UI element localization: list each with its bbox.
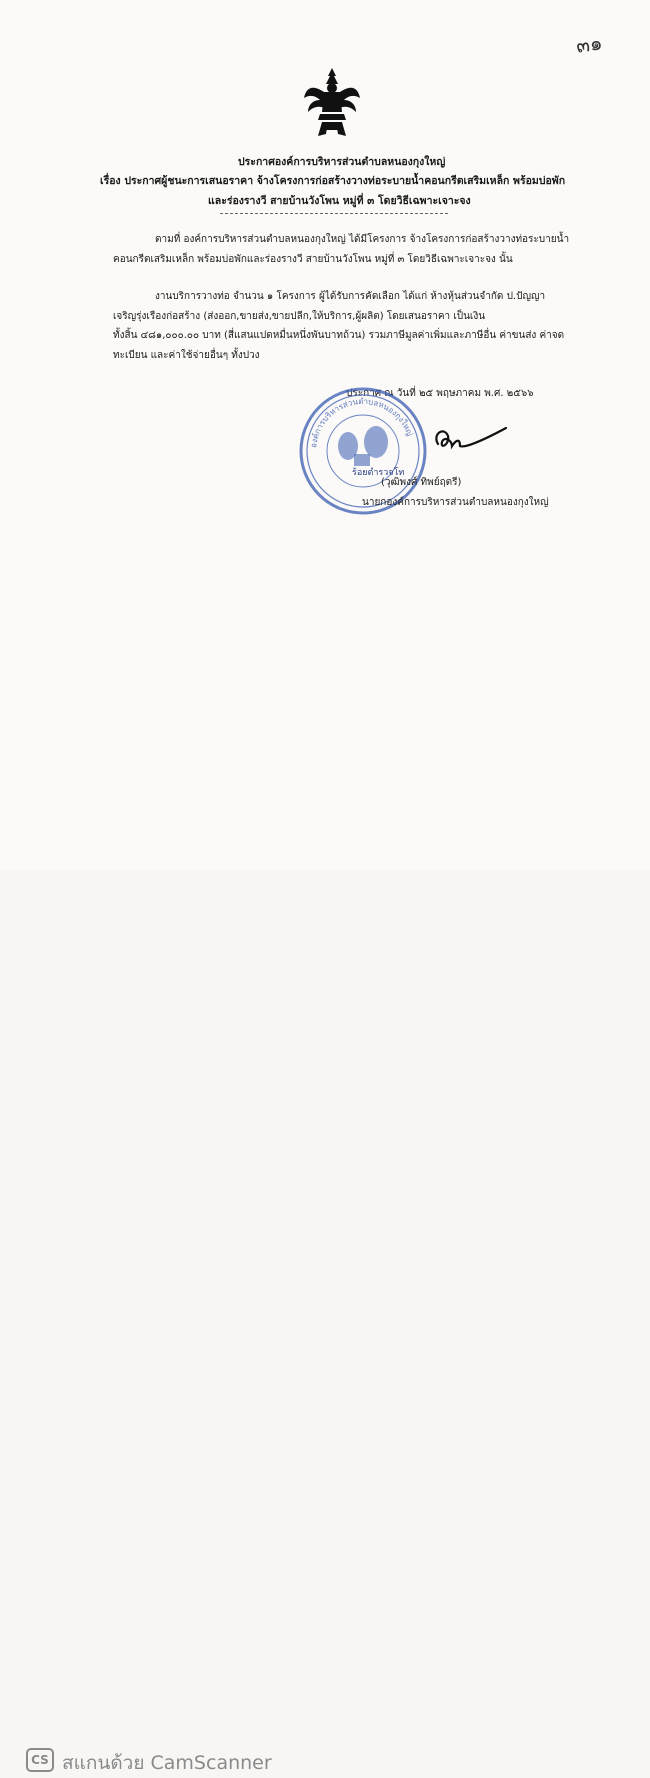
scanner-footer [0, 870, 650, 1774]
camscanner-logo-icon: CS [26, 1748, 54, 1772]
announcement-date: ประกาศ ณ วันที่ ๒๕ พฤษภาคม พ.ศ. ๒๕๖๖ [346, 388, 534, 399]
paragraph-1-line-1: ตามที่ องค์การบริหารส่วนตำบลหนองกุงใหญ่ ได้มีโครงการ จ้างโครงการก่อสร้างวางท่อระบายน้ำ [155, 234, 570, 245]
document-title: ประกาศองค์การบริหารส่วนตำบลหนองกุงใหญ่ [238, 156, 446, 168]
document-subject-continued: และร่องรางวี สายบ้านวังโพน หมู่ที่ ๓ โดยวิธีเฉพาะเจาะจง [208, 195, 471, 207]
signatory-name: (วุฒิพงศ์ ทิพย์ฤตรี) [381, 477, 462, 488]
stamp-center-text: ร้อยตำรวจโท [352, 468, 405, 478]
title-divider [220, 213, 448, 214]
paragraph-1-line-2: คอนกรีตเสริมเหล็ก พร้อมบ่อพักและร่องรางวี สายบ้านวังโพน หมู่ที่ ๓ โดยวิธีเฉพาะเจาะจง นั้น [113, 254, 513, 265]
garuda-emblem-icon [302, 64, 362, 140]
signatory-position: นายกองค์การบริหารส่วนตำบลหนองกุงใหญ่ [362, 497, 549, 508]
paragraph-2-line-1: งานบริการวางท่อ จำนวน ๑ โครงการ ผู้ได้รับการคัดเลือก ได้แก่ ห้างหุ้นส่วนจำกัด ป.ปัญญา [155, 291, 546, 302]
handwritten-signature-icon [430, 422, 510, 462]
stamp-ring-text: องค์การบริหารส่วนตำบลหนองกุงใหญ่ [309, 396, 415, 449]
handwritten-page-number: ๓๑ [574, 30, 604, 58]
paragraph-2-line-4: ทะเบียน และค่าใช้จ่ายอื่นๆ ทั้งปวง [113, 350, 260, 361]
document-page [0, 0, 650, 870]
svg-text:องค์การบริหารส่วนตำบลหนองกุงให [309, 397, 414, 448]
document-subject: เรื่อง ประกาศผู้ชนะการเสนอราคา จ้างโครงการก่อสร้างวางท่อระบายน้ำคอนกรีตเสริมเหล็ก พร้อมบ่อพัก [100, 175, 566, 187]
camscanner-watermark-text: สแกนด้วย CamScanner [62, 1752, 272, 1774]
paragraph-2-line-3: ทั้งสิ้น ๔๘๑,๐๐๐.๐๐ บาท (สี่แสนแปดหมื่นหนึ่งพันบาทถ้วน) รวมภาษีมูลค่าเพิ่มและภาษีอื่น ค่าขนส่ง ค่าจด [113, 330, 565, 341]
paragraph-2-line-2: เจริญรุ่งเรืองก่อสร้าง (ส่งออก,ขายส่ง,ขายปลีก,ให้บริการ,ผู้ผลิต) โดยเสนอราคา เป็นเงิน [113, 311, 486, 322]
